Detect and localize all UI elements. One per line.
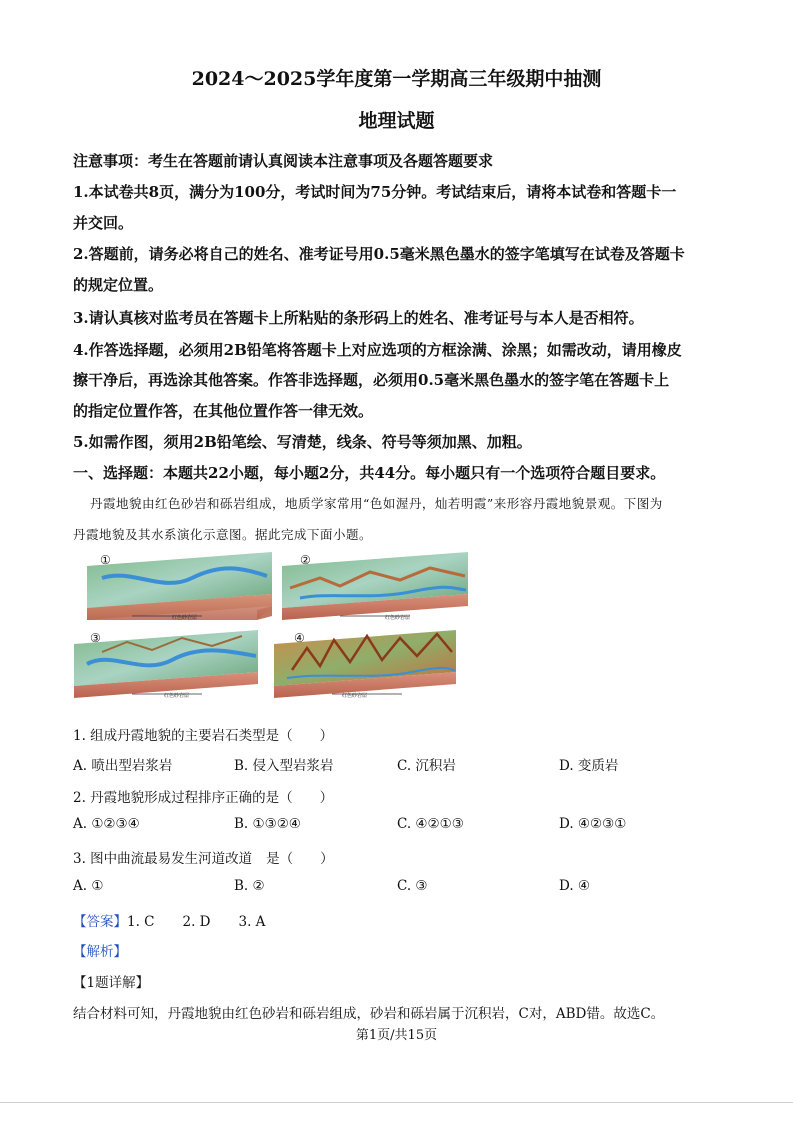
notice-line: 擦干净后，再选涂其他答案。作答非选择题，必须用0.5毫米黑色墨水的签字笔在答题卡上 xyxy=(73,371,670,389)
question-3-stem-tail: 是（ ） xyxy=(266,851,334,867)
question-2-option-a: A. ①②③④ xyxy=(73,816,140,832)
question-3-option-c: C. ③ xyxy=(397,878,428,894)
answer-item: 1. C xyxy=(127,914,155,930)
notice-line: 的指定位置作答，在其他位置作答一律无效。 xyxy=(73,402,374,420)
analysis-label: 【解析】 xyxy=(73,944,127,960)
question-3-stem-main: 3. 图中曲流最易发生河道改道 xyxy=(73,851,253,867)
material-text: 丹霞地貌由红色砂岩和砾岩组成，地质学家常用“色如渥丹，灿若明霞”来形容丹霞地貌景观。下图为 xyxy=(90,496,663,511)
analysis-sub-label: 【1题详解】 xyxy=(73,975,150,991)
answer-line xyxy=(73,910,265,930)
question-3-stem xyxy=(73,847,334,867)
exam-subject: 地理试题 xyxy=(358,110,435,132)
answer-label: 【答案】 xyxy=(73,914,127,930)
notice-line: 5.如需作图，须用2B铅笔绘、写清楚，线条、符号等须加黑、加粗。 xyxy=(73,433,532,451)
exam-title: 2024～2025学年度第一学期高三年级期中抽测 xyxy=(191,68,602,90)
question-1-option-d: D. 变质岩 xyxy=(559,758,619,774)
figure-label-4: ④ xyxy=(294,631,305,645)
question-2-option-c: C. ④②①③ xyxy=(397,816,464,832)
danxia-diagram xyxy=(72,548,472,700)
figure-label-3: ③ xyxy=(90,631,101,645)
block-diagram-1 xyxy=(87,552,272,621)
question-2-stem: 2. 丹霞地貌形成过程排序正确的是（ ） xyxy=(73,790,334,806)
question-3-option-b: B. ② xyxy=(234,878,265,894)
figure-base-label-1: 红色砂岩层 xyxy=(172,615,198,621)
question-1-option-a: A. 喷出型岩浆岩 xyxy=(73,758,173,774)
notice-line: 4.作答选择题，必须用2B铅笔将答题卡上对应选项的方框涂满、涂黑；如需改动，请用橡皮 xyxy=(73,341,682,359)
question-1-option-c: C. 沉积岩 xyxy=(397,758,456,774)
block-diagram-4 xyxy=(274,630,456,699)
figure-base-label-3: 红色砂岩层 xyxy=(164,693,190,699)
page-divider xyxy=(0,1102,793,1103)
figure-label-1: ① xyxy=(100,553,111,567)
figure-base-label-4: 红色砂岩层 xyxy=(342,693,368,699)
notice-line: 1.本试卷共8页，满分为100分，考试时间为75分钟。考试结束后，请将本试卷和答题卡一 xyxy=(73,183,677,201)
answer-item: 3. A xyxy=(238,914,266,930)
block-diagram-2 xyxy=(282,552,468,621)
notice-heading: 注意事项：考生在答题前请认真阅读本注意事项及各题答题要求 xyxy=(73,152,494,170)
notice-line: 2.答题前，请务必将自己的姓名、准考证号用0.5毫米黑色墨水的签字笔填写在试卷及答题卡 xyxy=(73,245,685,263)
question-3-option-a: A. ① xyxy=(73,878,104,894)
page-number: 第1页/共15页 xyxy=(355,1028,438,1043)
notice-line: 3.请认真核对监考员在答题卡上所粘贴的条形码上的姓名、准考证号与本人是否相符。 xyxy=(73,309,644,327)
block-diagram-3 xyxy=(74,630,258,699)
answer-item: 2. D xyxy=(182,914,211,930)
question-1-stem: 1. 组成丹霞地貌的主要岩石类型是（ ） xyxy=(73,728,334,744)
question-1-option-b: B. 侵入型岩浆岩 xyxy=(234,758,334,774)
notice-line: 的规定位置。 xyxy=(73,276,164,294)
material-text: 丹霞地貌及其水系演化示意图。据此完成下面小题。 xyxy=(73,527,373,542)
section-heading: 一、选择题：本题共22小题，每小题2分，共44分。每小题只有一个选项符合题目要求。 xyxy=(73,464,666,482)
question-2-option-d: D. ④②③① xyxy=(559,816,627,832)
notice-line: 并交回。 xyxy=(73,214,134,232)
analysis-text: 结合材料可知，丹霞地貌由红色砂岩和砾岩组成，砂岩和砾岩属于沉积岩，C对，ABD错。故选C。 xyxy=(73,1006,665,1022)
question-3-option-d: D. ④ xyxy=(559,878,591,894)
figure-base-label-2: 红色砂岩层 xyxy=(385,615,411,621)
figure-label-2: ② xyxy=(300,553,311,567)
question-2-option-b: B. ①③②④ xyxy=(234,816,301,832)
